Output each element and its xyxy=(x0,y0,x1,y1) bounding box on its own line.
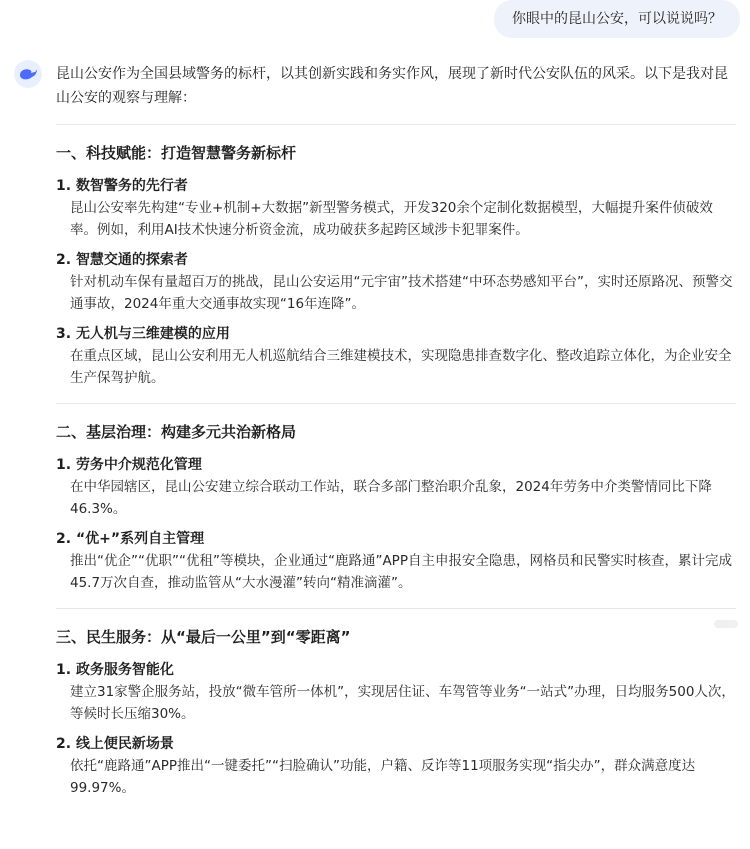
section-title: 一、科技赋能：打造智慧警务新标杆 xyxy=(56,144,297,162)
list-item xyxy=(56,249,736,315)
section-divider xyxy=(56,403,736,404)
section-list xyxy=(56,454,736,594)
list-item xyxy=(56,323,736,389)
section-divider xyxy=(56,124,736,125)
user-message-bubble xyxy=(494,0,740,38)
list-item-body: 昆山公安率先构建“专业+机制+大数据”新型警务模式，开发320余个定制化数据模型，大幅提升案件侦破效率。例如，利用AI技术快速分析资金流，成功破获多起跨区域涉卡犯罪案件。 xyxy=(70,200,713,238)
list-item-title: 2. “优+”系列自主管理 xyxy=(56,531,205,547)
section-title: 二、基层治理：构建多元共治新格局 xyxy=(56,423,297,441)
list-item-title: 1. 数智警务的先行者 xyxy=(56,178,188,194)
list-item-body: 建立31家警企服务站，投放“微车管所一体机”，实现居住证、车驾管等业务“一站式”办理，日均服务500人次，等候时长压缩30%。 xyxy=(70,684,735,722)
assistant-avatar xyxy=(14,60,42,88)
section-list xyxy=(56,659,736,799)
list-item-body: 在重点区域，昆山公安利用无人机巡航结合三维建模技术，实现隐患排查数字化、整改追踪立体化，为企业安全生产保驾护航。 xyxy=(70,348,732,386)
whale-logo-icon xyxy=(18,66,38,82)
list-item-body: 依托“鹿路通”APP推出“一键委托”“扫脸确认”功能，户籍、反诈等11项服务实现“指尖办”，群众满意度达99.97%。 xyxy=(70,758,696,796)
assistant-answer xyxy=(56,56,736,807)
list-item-title: 3. 无人机与三维建模的应用 xyxy=(56,326,230,342)
list-item-title: 1. 政务服务智能化 xyxy=(56,662,174,678)
list-item xyxy=(56,733,736,799)
list-item-body: 在中华园辖区，昆山公安建立综合联动工作站，联合多部门整治职介乱象，2024年劳务中介类警情同比下降46.3%。 xyxy=(70,479,712,517)
user-message-text: 你眼中的昆山公安，可以说说吗？ xyxy=(512,11,722,27)
list-item-body: 推出“优企”“优职”“优租”等模块，企业通过“鹿路通”APP自主申报安全隐患，网格员和民警实时核查，累计完成45.7万次自查，推动监管从“大水漫灌”转向“精准滴灌”。 xyxy=(70,553,732,591)
section-title: 三、民生服务：从“最后一公里”到“零距离” xyxy=(56,628,351,646)
list-item-title: 2. 线上便民新场景 xyxy=(56,736,174,752)
list-item-title: 2. 智慧交通的探索者 xyxy=(56,252,188,268)
list-item-title: 1. 劳务中介规范化管理 xyxy=(56,457,202,473)
scroll-indicator[interactable] xyxy=(714,620,738,628)
list-item xyxy=(56,175,736,241)
section-list xyxy=(56,175,736,389)
answer-intro: 昆山公安作为全国县域警务的标杆，以其创新实践和务实作风，展现了新时代公安队伍的风采。以下是我对昆山公安的观察与理解： xyxy=(56,66,728,106)
list-item-body: 针对机动车保有量超百万的挑战，昆山公安运用“元宇宙”技术搭建“中环态势感知平台”，实时还原路况、预警交通事故，2024年重大交通事故实现“16年连降”。 xyxy=(70,274,733,312)
list-item xyxy=(56,528,736,594)
list-item xyxy=(56,659,736,725)
section-divider xyxy=(56,608,736,609)
list-item xyxy=(56,454,736,520)
